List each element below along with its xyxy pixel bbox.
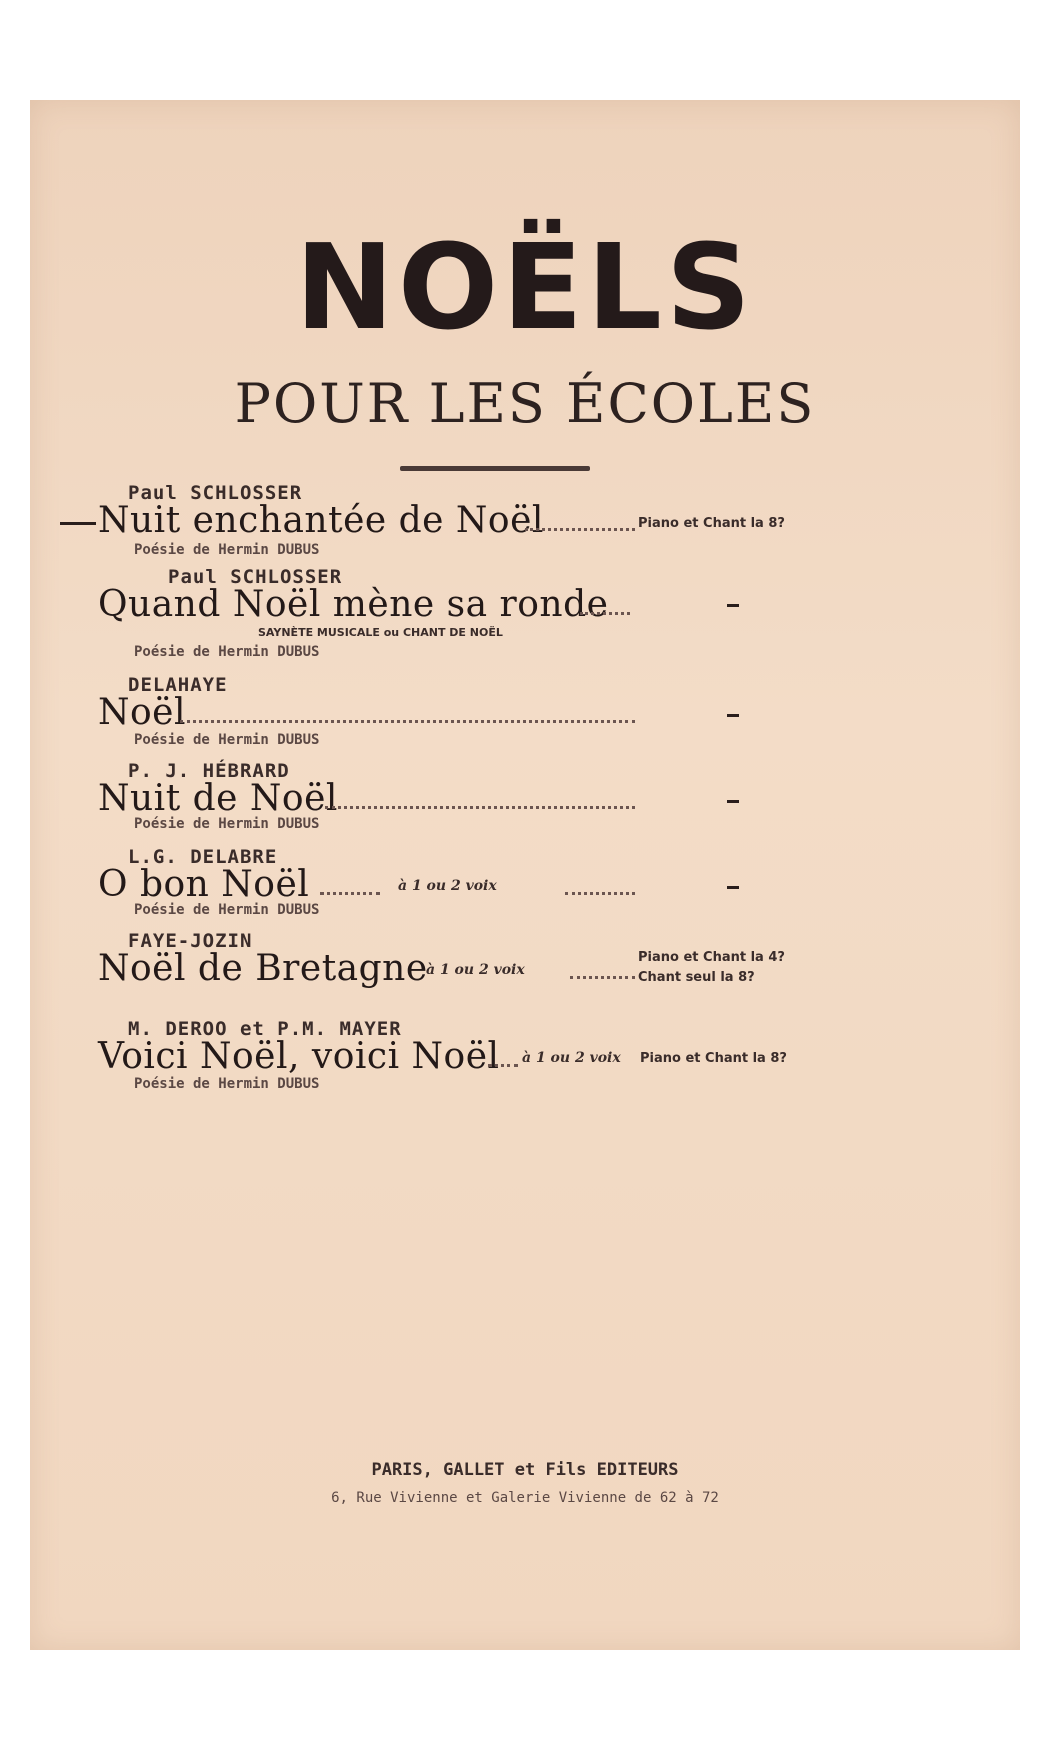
entry-composer: FAYE-JOZIN bbox=[128, 930, 253, 952]
entry-poet: Poésie de Hermin DUBUS bbox=[134, 1076, 320, 1092]
entry-title: Noël de Bretagne bbox=[98, 948, 428, 989]
page-title: NOËLS bbox=[295, 218, 755, 356]
entry-composer: Paul SCHLOSSER bbox=[168, 566, 343, 588]
leader-dots bbox=[320, 892, 380, 895]
leader-dots bbox=[580, 612, 630, 615]
leader-dots bbox=[325, 806, 635, 809]
page-subtitle: POUR LES ÉCOLES bbox=[234, 372, 816, 435]
price-dash bbox=[727, 714, 739, 717]
entry-composer: DELAHAYE bbox=[128, 674, 228, 696]
entry-price: Piano et Chant la 8? bbox=[638, 516, 785, 531]
price-dash bbox=[727, 886, 739, 889]
entry-composer: P. J. HÉBRARD bbox=[128, 760, 290, 782]
leader-dots bbox=[525, 528, 635, 531]
sheet-music-cover bbox=[30, 100, 1020, 1650]
leader-dots bbox=[565, 892, 635, 895]
entry-title: Quand Noël mène sa ronde bbox=[98, 584, 609, 625]
entry-price-line2: Chant seul la 8? bbox=[638, 970, 755, 985]
entry-poet: Poésie de Hermin DUBUS bbox=[134, 644, 320, 660]
price-dash bbox=[727, 800, 739, 803]
entry-voices: à 1 ou 2 voix bbox=[522, 1050, 621, 1066]
publisher-address: 6, Rue Vivienne et Galerie Vivienne de 62 à 72 bbox=[331, 1490, 719, 1506]
leader-dots bbox=[488, 1064, 518, 1067]
entry-composer: M. DEROO et P.M. MAYER bbox=[128, 1018, 402, 1040]
entry-title: Nuit de Noël bbox=[98, 778, 338, 819]
entry-title: O bon Noël bbox=[98, 864, 310, 905]
entry-voices: à 1 ou 2 voix bbox=[426, 962, 525, 978]
entry-title: Voici Noël, voici Noël bbox=[98, 1036, 500, 1077]
entry-voices: à 1 ou 2 voix bbox=[398, 878, 497, 894]
entry-poet: Poésie de Hermin DUBUS bbox=[134, 542, 320, 558]
entry-poet: Poésie de Hermin DUBUS bbox=[134, 732, 320, 748]
entry-note: SAYNÈTE MUSICALE ou CHANT DE NOËL bbox=[258, 626, 503, 639]
entry-composer: L.G. DELABRE bbox=[128, 846, 278, 868]
entry-composer: Paul SCHLOSSER bbox=[128, 482, 303, 504]
entry-title: Noël bbox=[98, 692, 186, 733]
entry-price-line1: Piano et Chant la 4? bbox=[638, 950, 785, 965]
entry-poet: Poésie de Hermin DUBUS bbox=[134, 902, 320, 918]
leader-dots bbox=[180, 720, 635, 723]
entry-title: Nuit enchantée de Noël bbox=[98, 500, 544, 541]
entry-poet: Poésie de Hermin DUBUS bbox=[134, 816, 320, 832]
publisher-name: PARIS, GALLET et Fils EDITEURS bbox=[371, 1460, 679, 1480]
entry-marker-dash bbox=[60, 522, 96, 525]
leader-dots bbox=[570, 976, 635, 979]
price-dash bbox=[727, 604, 739, 607]
title-divider bbox=[400, 466, 590, 471]
entry-price: Piano et Chant la 8? bbox=[640, 1051, 787, 1066]
